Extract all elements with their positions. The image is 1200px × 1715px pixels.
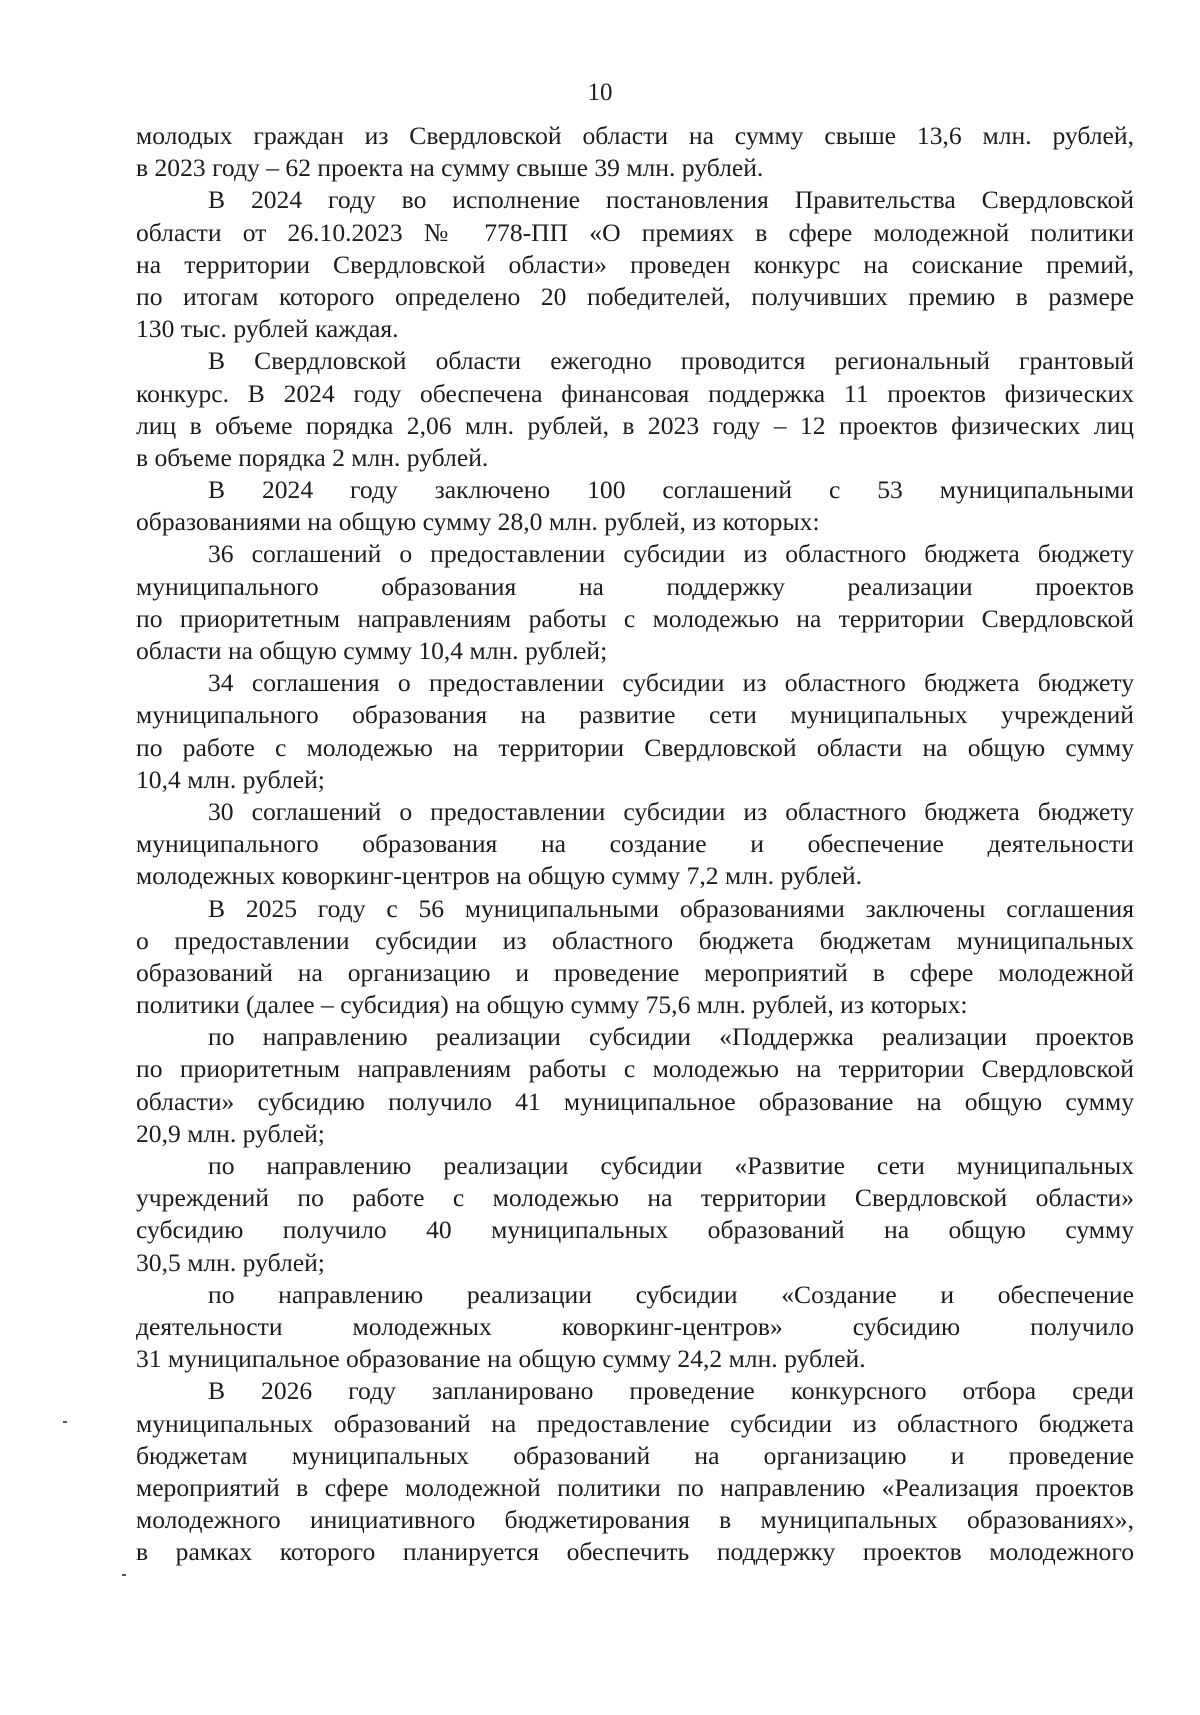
text-line: по направлению реализации субсидии «Развитие сети муниципальных xyxy=(208,1151,1134,1180)
text-line: 20,9 млн. рублей; xyxy=(136,1118,325,1148)
text-line: в рамках которого планируется обеспечить поддержку проектов молодежного xyxy=(136,1537,1134,1567)
text-line: В 2025 году с 56 муниципальными образованиями заключены соглашения xyxy=(208,893,1134,923)
text-line: учреждений по работе с молодежью на территории Свердловской области» xyxy=(136,1183,1134,1213)
text-line: муниципального образования на создание и обеспечение деятельности xyxy=(136,829,1134,859)
page-number: 10 xyxy=(587,79,613,106)
text-line: в объеме порядка 2 млн. рублей. xyxy=(136,442,489,472)
text-line: В 2024 году во исполнение постановления Правительства Свердловской xyxy=(208,185,1134,215)
text-line: области» субсидию получило 41 муниципальное образование на общую сумму xyxy=(136,1086,1134,1116)
text-line: образованиями на общую сумму 28,0 млн. рублей, из которых: xyxy=(136,507,820,537)
text-line: о предоставлении субсидии из областного бюджета бюджетам муниципальных xyxy=(136,925,1134,955)
text-line: 31 муниципальное образование на общую сумму 24,2 млн. рублей. xyxy=(136,1344,866,1374)
text-line: В 2026 году запланировано проведение конкурсного отбора среди xyxy=(208,1376,1134,1406)
text-line: лиц в объеме порядка 2,06 млн. рублей, в 2023 году – 12 проектов физических лиц xyxy=(136,410,1134,440)
text-line: муниципального образования на поддержку реализации проектов xyxy=(136,571,1134,601)
text-line: молодежного инициативного бюджетирования в муниципальных образованиях», xyxy=(136,1505,1134,1535)
text-line: В 2024 году заключено 100 соглашений с 53 муниципальными xyxy=(208,475,1134,505)
text-line: в 2023 году – 62 проекта на сумму свыше 39 млн. рублей. xyxy=(136,153,764,183)
text-line: молодых граждан из Свердловской области на сумму свыше 13,6 млн. рублей, xyxy=(136,121,1134,150)
text-line: на территории Свердловской области» проведен конкурс на соискание премий, xyxy=(136,249,1134,279)
text-line: 30,5 млн. рублей; xyxy=(136,1247,325,1277)
text-line: по работе с молодежью на территории Свердловской области на общую сумму xyxy=(136,732,1134,762)
text-line: 10,4 млн. рублей; xyxy=(136,764,325,794)
text-line: деятельности молодежных коворкинг-центров» субсидию получило xyxy=(136,1311,1134,1341)
text-line: субсидию получило 40 муниципальных образований на общую сумму xyxy=(136,1215,1134,1245)
text-line: молодежных коворкинг-центров на общую сумму 7,2 млн. рублей. xyxy=(136,861,862,891)
text-line: муниципального образования на развитие сети муниципальных учреждений xyxy=(136,700,1134,730)
text-line: муниципальных образований на предоставление субсидии из областного бюджета xyxy=(136,1408,1134,1438)
document-body xyxy=(136,120,1134,1568)
text-line: 34 соглашения о предоставлении субсидии из областного бюджета бюджету xyxy=(208,668,1134,698)
text-line: 130 тыс. рублей каждая. xyxy=(136,314,399,344)
text-line: по приоритетным направлениям работы с молодежью на территории Свердловской xyxy=(136,1054,1134,1084)
text-line: 30 соглашений о предоставлении субсидии из областного бюджета бюджету xyxy=(208,796,1134,826)
text-line: по итогам которого определено 20 победителей, получивших премию в размере xyxy=(136,281,1134,311)
scan-artifact xyxy=(63,1421,67,1423)
text-line: мероприятий в сфере молодежной политики по направлению «Реализация проектов xyxy=(136,1472,1134,1502)
text-line: по приоритетным направлениям работы с молодежью на территории Свердловской xyxy=(136,603,1134,633)
text-line: 36 соглашений о предоставлении субсидии из областного бюджета бюджету xyxy=(208,539,1134,569)
text-line: области на общую сумму 10,4 млн. рублей; xyxy=(136,636,608,665)
text-line: области от 26.10.2023 № 778-ПП «О премиях в сфере молодежной политики xyxy=(136,217,1134,247)
text-line: конкурс. В 2024 году обеспечена финансовая поддержка 11 проектов физических xyxy=(136,378,1134,408)
scan-artifact xyxy=(122,1574,126,1576)
text-line: бюджетам муниципальных образований на организацию и проведение xyxy=(136,1440,1134,1470)
text-line: В Свердловской области ежегодно проводится региональный грантовый xyxy=(208,346,1134,376)
text-line: по направлению реализации субсидии «Создание и обеспечение xyxy=(208,1279,1134,1309)
text-line: образований на организацию и проведение мероприятий в сфере молодежной xyxy=(136,957,1134,987)
text-line: политики (далее – субсидия) на общую сумму 75,6 млн. рублей, из которых: xyxy=(136,990,968,1020)
text-line: по направлению реализации субсидии «Поддержка реализации проектов xyxy=(208,1022,1134,1052)
